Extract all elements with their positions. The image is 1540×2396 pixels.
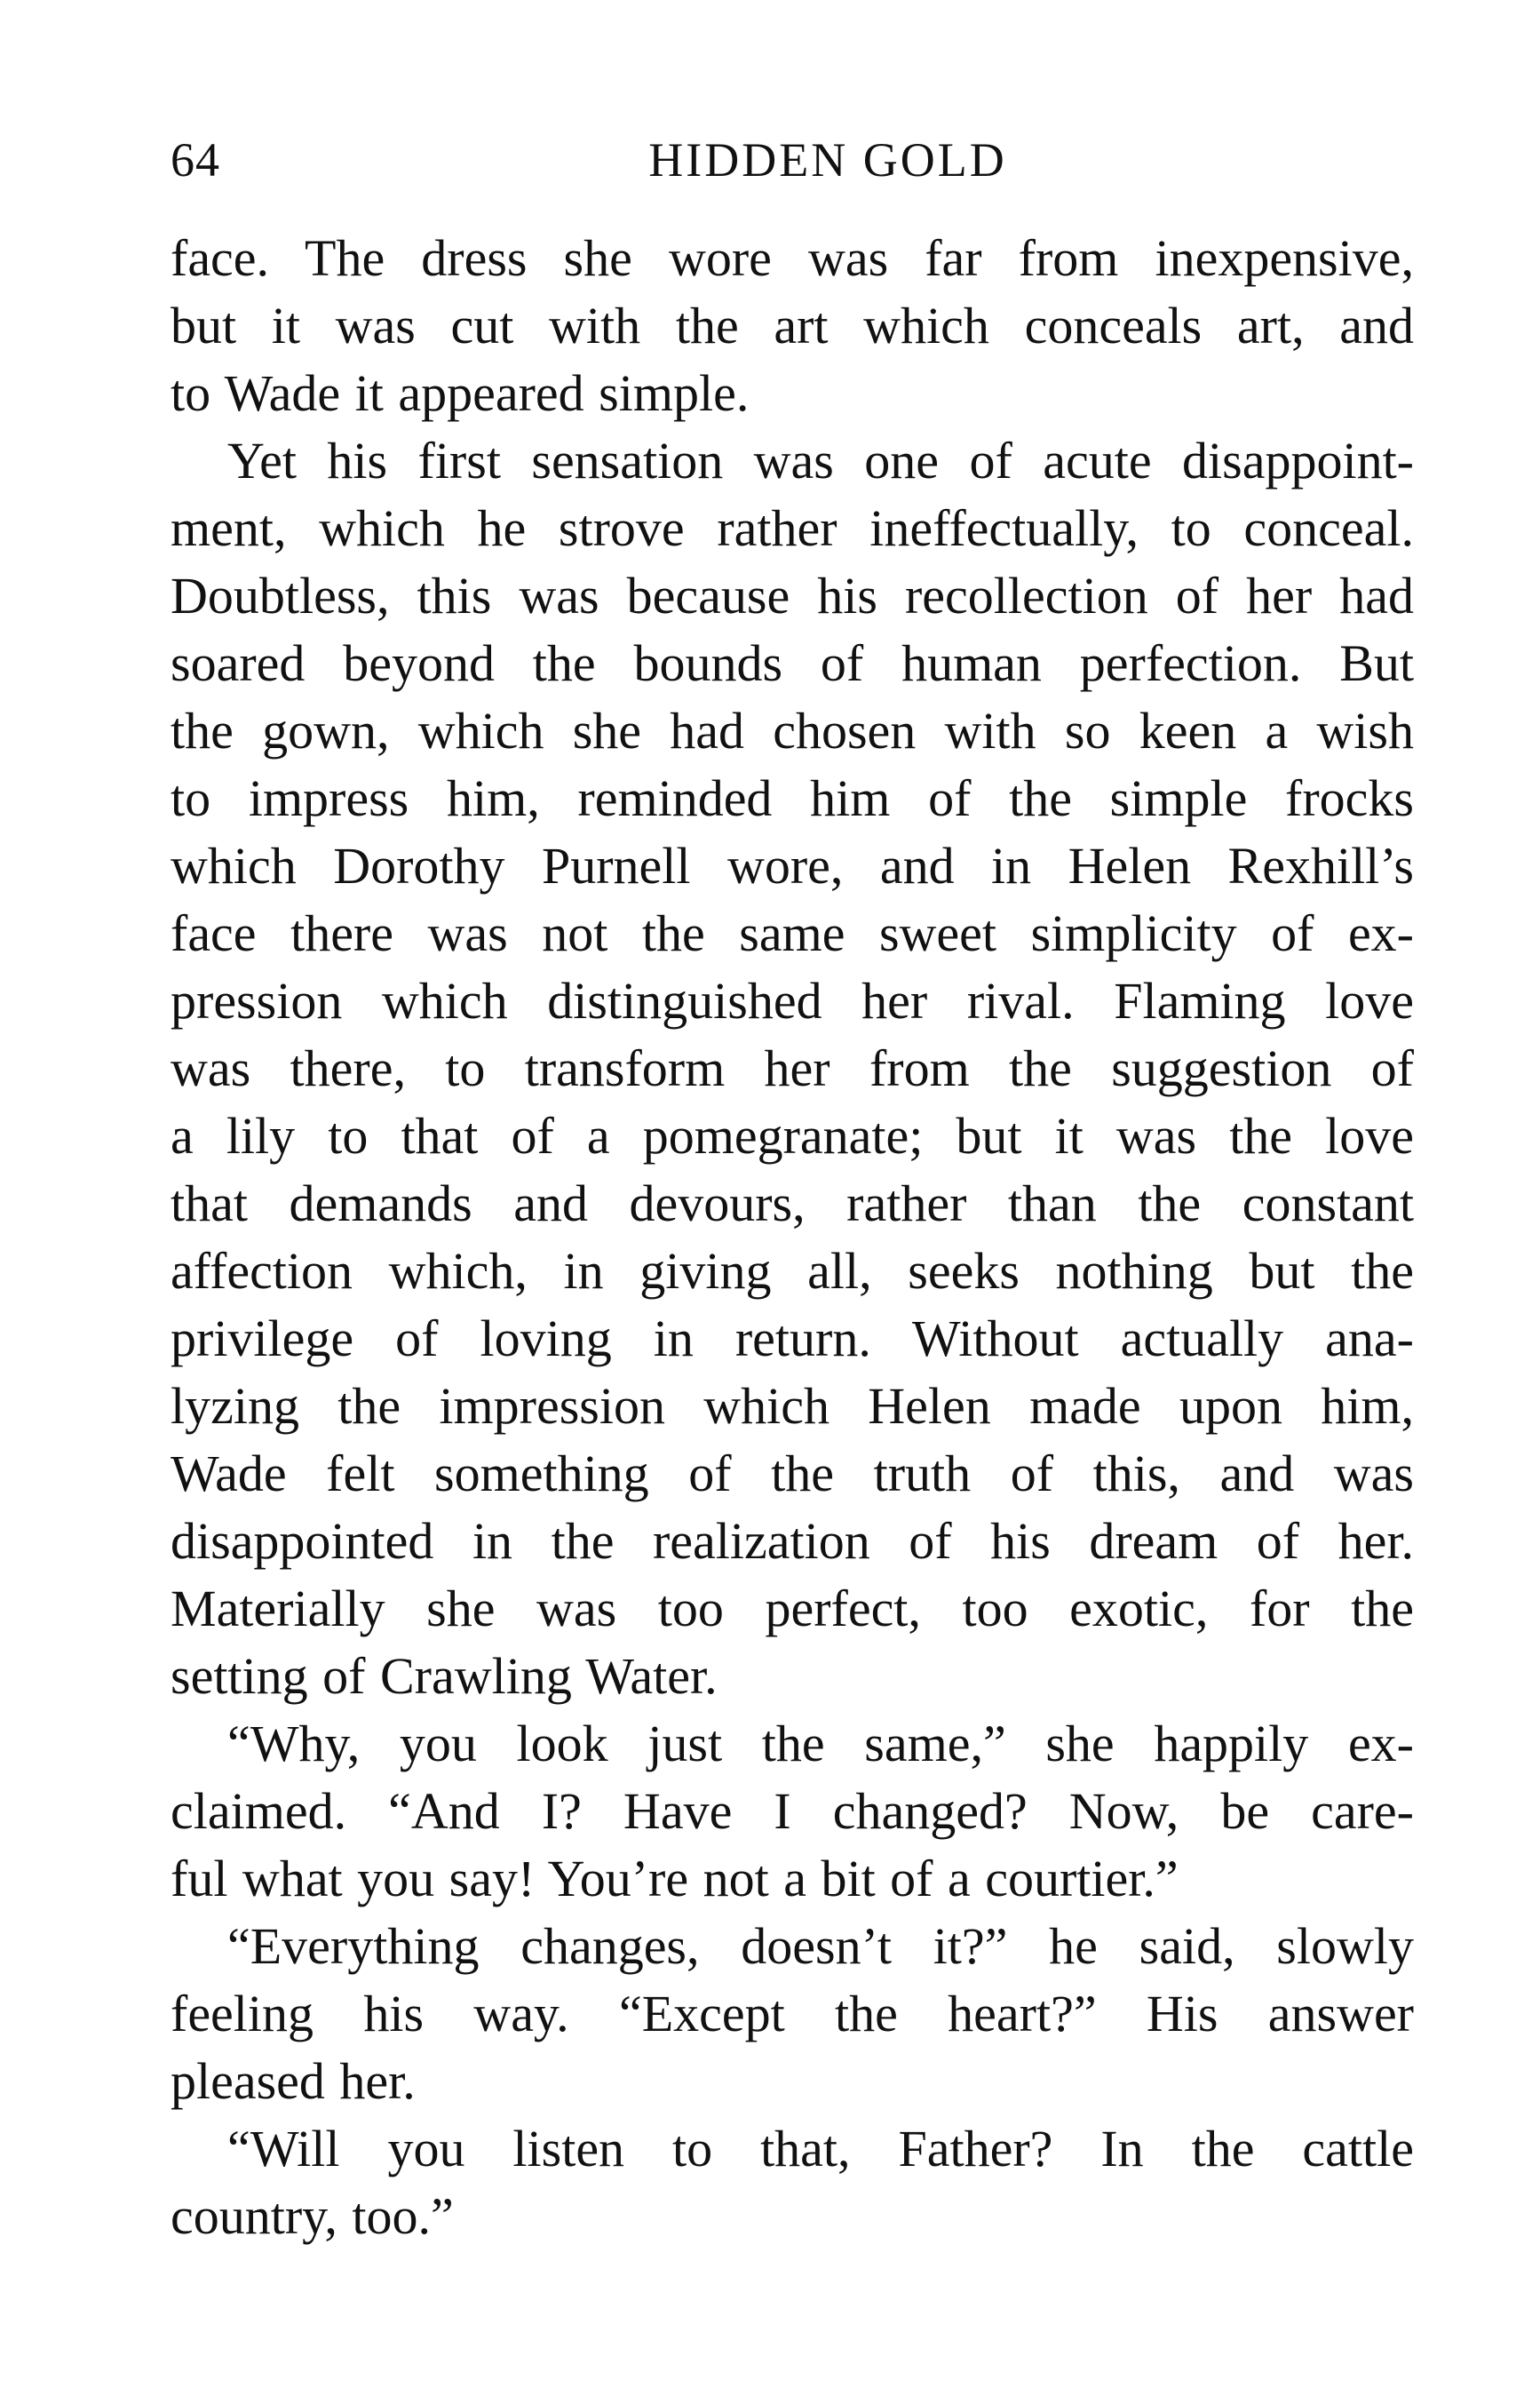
text-line: ment, which he strove rather ineffectually, to conceal. xyxy=(171,499,1414,557)
page-number: 64 xyxy=(171,133,220,187)
text-line: “Everything changes, doesn’t it?” he said, slowly xyxy=(227,1917,1414,1975)
text-line: claimed. “And I? Have I changed? Now, be care- xyxy=(171,1782,1414,1840)
text-line: was there, to transform her from the suggestion of xyxy=(171,1039,1414,1097)
text-line: but it was cut with the art which conceals art, and xyxy=(171,297,1414,354)
text-line: which Dorothy Purnell wore, and in Helen Rexhill’s xyxy=(171,837,1414,895)
text-line: pression which distinguished her rival. Flaming love xyxy=(171,972,1414,1030)
text-line: “Will you listen to that, Father? In the cattle xyxy=(227,2120,1414,2177)
text-line: disappointed in the realization of his dream of her. xyxy=(171,1512,1414,1570)
text-line: feeling his way. “Except the heart?” His answer xyxy=(171,1985,1414,2042)
text-line: the gown, which she had chosen with so keen a wish xyxy=(171,702,1414,760)
text-line: Yet his first sensation was one of acute disappoint- xyxy=(227,432,1414,490)
text-line: privilege of loving in return. Without actually ana- xyxy=(171,1309,1414,1367)
text-line: Materially she was too perfect, too exotic, for the xyxy=(171,1580,1414,1637)
text-line: to impress him, reminded him of the simple frocks xyxy=(171,769,1414,827)
text-line: pleased her. xyxy=(171,2052,416,2110)
text-line: a lily to that of a pomegranate; but it was the love xyxy=(171,1107,1414,1165)
text-line: country, too.” xyxy=(171,2187,454,2245)
text-line: affection which, in giving all, seeks nothing but the xyxy=(171,1242,1414,1300)
text-line: setting of Crawling Water. xyxy=(171,1647,718,1705)
text-line: “Why, you look just the same,” she happily ex- xyxy=(227,1715,1414,1772)
text-line: to Wade it appeared simple. xyxy=(171,364,750,422)
text-line: soared beyond the bounds of human perfection. But xyxy=(171,634,1414,692)
text-line: lyzing the impression which Helen made upon him, xyxy=(171,1377,1414,1435)
running-title: HIDDEN GOLD xyxy=(648,133,1007,187)
body-text xyxy=(171,225,1414,2250)
page-header xyxy=(171,124,1414,195)
text-line: face. The dress she wore was far from inexpensive, xyxy=(171,229,1414,287)
text-line: ful what you say! You’re not a bit of a courtier.” xyxy=(171,1850,1179,1907)
text-line: Doubtless, this was because his recollection of her had xyxy=(171,567,1414,625)
text-line: that demands and devours, rather than the constant xyxy=(171,1174,1414,1232)
text-line: Wade felt something of the truth of this, and was xyxy=(171,1445,1414,1502)
text-line: face there was not the same sweet simplicity of ex- xyxy=(171,904,1414,962)
